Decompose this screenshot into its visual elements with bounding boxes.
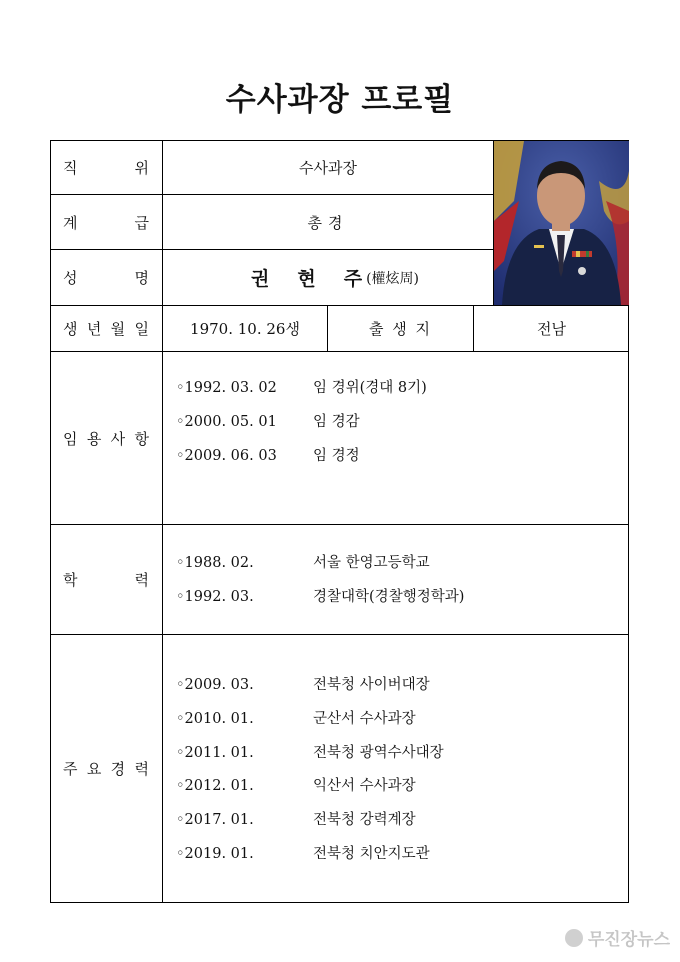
name-label: 성 명 — [63, 269, 149, 287]
birth-date-value: 1970. 10. 26생 — [190, 320, 300, 338]
education-label: 학 력 — [63, 571, 149, 589]
name-value — [163, 250, 493, 305]
name-hangul: 권 현 주 — [250, 268, 363, 290]
page-title: 수사과장 프로필 — [225, 82, 455, 118]
position-value: 수사과장 — [299, 159, 357, 177]
rank-value: 총경 — [307, 213, 349, 232]
career-label: 주 요 경 력 — [63, 760, 149, 778]
watermark: 무진장뉴스 — [565, 925, 670, 950]
position-label: 직 위 — [63, 159, 149, 177]
birthplace-label: 출 생 지 — [368, 320, 432, 338]
appointments-label: 임 용 사 항 — [63, 429, 149, 448]
birthplace-value: 전남 — [537, 320, 566, 338]
watermark-logo-icon — [565, 929, 583, 947]
officer-portrait-image — [494, 141, 629, 305]
name-hanja: (權炫周) — [366, 270, 419, 287]
rank-label: 계 급 — [63, 213, 149, 232]
profile-photo — [494, 141, 629, 305]
birth-label: 생 년 월 일 — [63, 320, 149, 338]
